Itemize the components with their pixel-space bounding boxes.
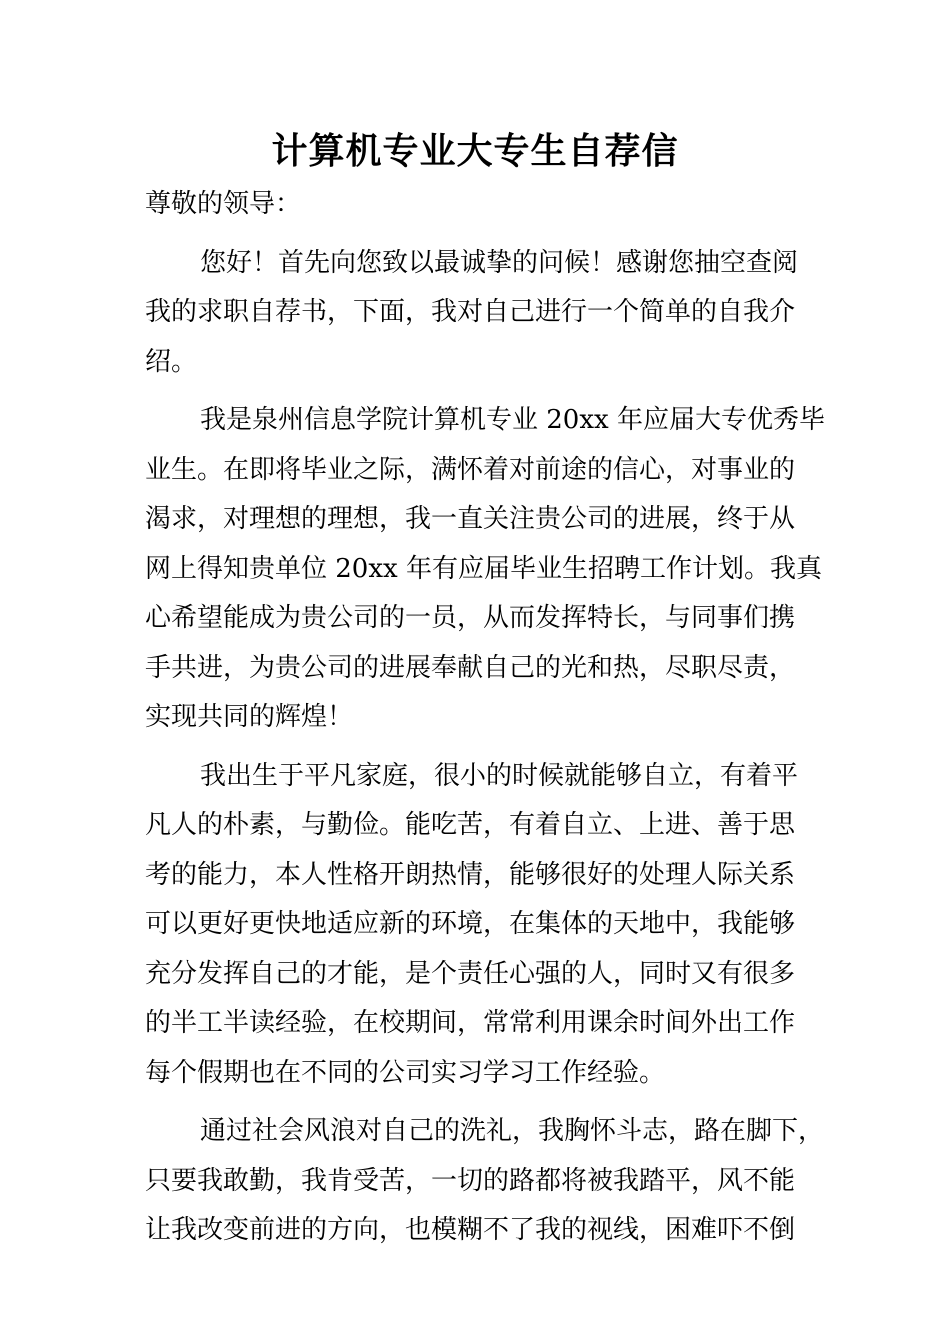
salutation: 尊敬的领导： bbox=[145, 189, 302, 219]
text-line: 让我改变前进的方向，也模糊不了我的视线，困难吓不倒 bbox=[145, 1215, 796, 1245]
text-line: 我出生于平凡家庭，很小的时候就能够自立，有着平 bbox=[200, 760, 799, 791]
text-line: 凡人的朴素，与勤俭。能吃苦，有着自立、上进、善于思 bbox=[145, 810, 796, 840]
text-line: 渴求，对理想的理想，我一直关注贵公司的进展，终于从 bbox=[145, 504, 796, 534]
text-line: 考的能力，本人性格开朗热情，能够很好的处理人际关系 bbox=[145, 859, 796, 890]
text-line: 网上得知贵单位 20xx 年有应届毕业生招聘工作计划。我真 bbox=[145, 553, 822, 584]
text-line: 实现共同的辉煌！ bbox=[145, 702, 354, 732]
paragraph-introduction bbox=[145, 396, 825, 743]
text-line: 充分发挥自己的才能，是个责任心强的人，同时又有很多 bbox=[145, 958, 796, 989]
paragraph-greeting bbox=[145, 239, 825, 388]
text-line: 只要我敢勤，我肯受苦，一切的路都将被我踏平，风不能 bbox=[145, 1165, 796, 1196]
text-line: 手共进，为贵公司的进展奉献自己的光和热，尽职尽责， bbox=[145, 652, 796, 683]
letter-body bbox=[145, 180, 825, 1265]
text-line: 每个假期也在不同的公司实习学习工作经验。 bbox=[145, 1057, 666, 1088]
text-line: 绍。 bbox=[145, 346, 198, 377]
text-line: 通过社会风浪对自己的洗礼，我胸怀斗志，路在脚下， bbox=[200, 1116, 825, 1146]
text-line: 我是泉州信息学院计算机专业 20xx 年应届大专优秀毕 bbox=[200, 405, 825, 435]
text-line: 的半工半读经验，在校期间，常常利用课余时间外出工作 bbox=[145, 1008, 796, 1038]
paragraph-background bbox=[145, 752, 825, 1099]
document-title: 计算机专业大专生自荐信 bbox=[271, 131, 679, 172]
text-line: 业生。在即将毕业之际，满怀着对前途的信心，对事业的 bbox=[145, 454, 796, 485]
paragraph-determination bbox=[145, 1107, 825, 1256]
text-line: 可以更好更快地适应新的环境，在集体的天地中，我能够 bbox=[145, 909, 796, 939]
text-line: 您好！首先向您致以最诚挚的问候！感谢您抽空查阅 bbox=[200, 247, 799, 278]
text-line: 心希望能成为贵公司的一员，从而发挥特长，与同事们携 bbox=[145, 603, 796, 633]
text-line: 我的求职自荐书，下面，我对自己进行一个简单的自我介 bbox=[145, 297, 796, 327]
